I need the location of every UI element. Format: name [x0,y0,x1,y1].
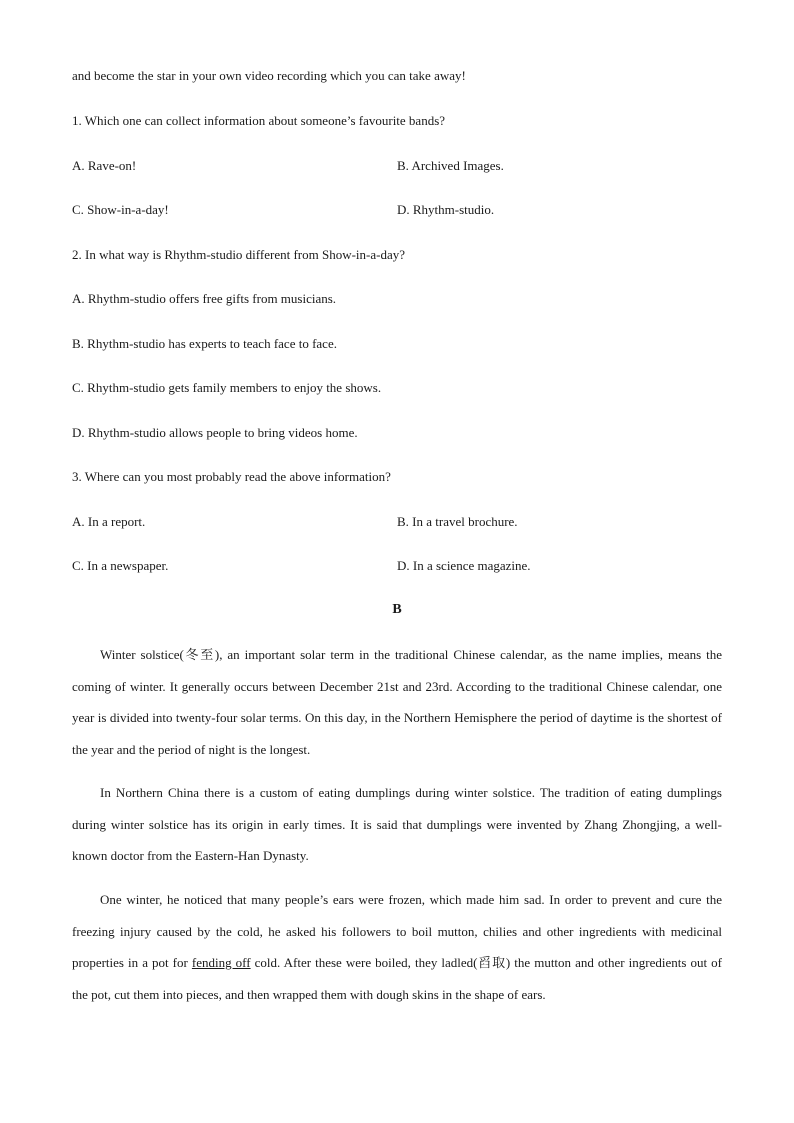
paragraph-3-text-before: One winter, he noticed that many people’s ears were frozen, which made him sad. In order to prevent and cure the freezing injury caused by the cold, he asked his followers to boil mutton, chilies and other ingredients with medicinal properties in a pot for [72,892,722,970]
question-1-option-a: A. Rave-on! [72,158,137,173]
section-b-heading: B [392,602,402,617]
question-2-option-d: D. Rhythm-studio allows people to bring videos home. [72,425,358,440]
question-3-option-d: D. In a science magazine. [397,558,531,573]
section-b-paragraph-3 [72,884,722,1010]
question-1-option-b: B. Archived Images. [397,158,504,173]
question-1-stem: 1. Which one can collect information about someone’s favourite bands? [72,113,446,128]
passage-a-ending: and become the star in your own video recording which you can take away! [72,68,466,83]
underlined-phrase: fending off [191,955,251,970]
section-b-paragraph-2: In Northern China there is a custom of eating dumplings during winter solstice. The tradition of eating dumplings during winter solstice has its origin in early times. It is said that dumplings were invented by Zhang Zhongjing, a well-known doctor from the Eastern-Han Dynasty. [72,785,722,863]
paragraph-3-text-after: cold. After these were boiled, they ladled(舀取) the mutton and other ingredients out of the pot, cut them into pieces, and then wrapped them with dough skins in the shape of ears. [72,955,722,1002]
question-2-option-a: A. Rhythm-studio offers free gifts from musicians. [72,291,337,306]
section-b-paragraph-1: Winter solstice(冬至), an important solar term in the traditional Chinese calendar, as the name implies, means the coming of winter. It generally occurs between December 21st and 23rd. According to the traditional Chinese calendar, one year is divided into twenty-four solar terms. On this day, in the Northern Hemisphere the period of daytime is the shortest of the year and the period of night is the longest. [72,647,722,757]
question-3-option-c: C. In a newspaper. [72,558,169,573]
question-2-option-c: C. Rhythm-studio gets family members to enjoy the shows. [72,380,382,395]
question-3-option-a: A. In a report. [72,514,146,529]
question-1-option-d: D. Rhythm-studio. [397,202,495,217]
question-3-option-b: B. In a travel brochure. [397,514,518,529]
question-1-option-c: C. Show-in-a-day! [72,202,169,217]
question-2-option-b: B. Rhythm-studio has experts to teach face to face. [72,336,337,351]
question-3-stem: 3. Where can you most probably read the above information? [72,469,391,484]
question-2-stem: 2. In what way is Rhythm-studio different from Show-in-a-day? [72,247,405,262]
